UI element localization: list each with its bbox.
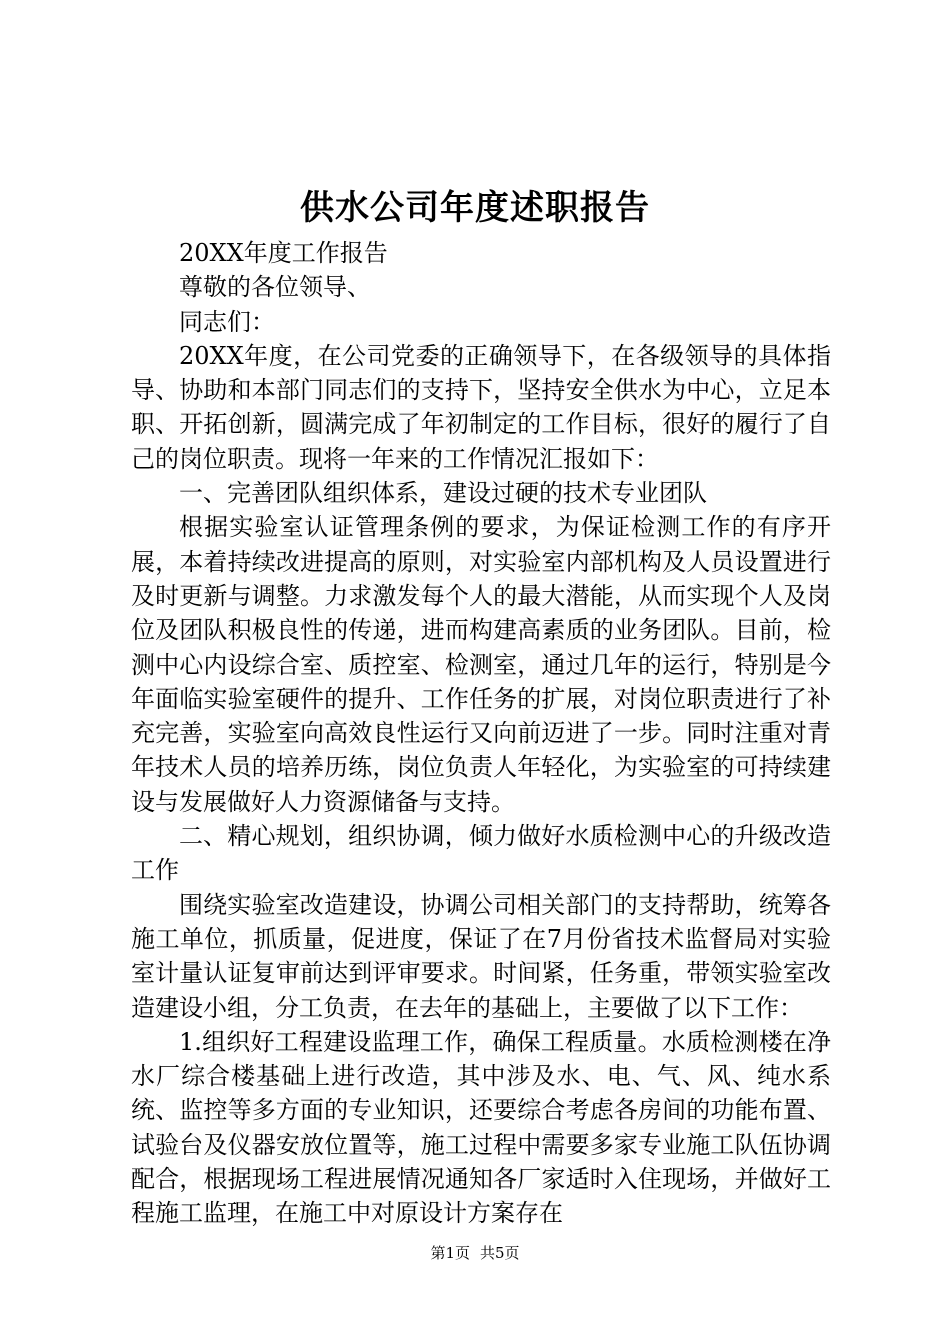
paragraph-intro: 20XX年度，在公司党委的正确领导下，在各级领导的具体指导、协助和本部门同志们的支持下，坚持安全供水为中心，立足本职、开拓创新，圆满完成了年初制定的工作目标，很好的履行了自己的岗位职责。现将一年来的工作情况汇报如下： — [131, 341, 831, 473]
paragraph-section-2: 围绕实验室改造建设，协调公司相关部门的支持帮助，统筹各施工单位，抓质量，促进度，保证了在7月份省技术监督局对实验室计量认证复审前达到评审要求。时间紧，任务重，带领实验室改造建设小组，分工负责，在去年的基础上，主要做了以下工作： — [131, 890, 831, 1022]
paragraph-salutation: 尊敬的各位领导、 — [179, 273, 371, 302]
paragraph-report-heading: 20XX年度工作报告 — [179, 239, 388, 267]
paragraph-item-1: 1.组织好工程建设监理工作，确保工程质量。水质检测楼在净水厂综合楼基础上进行改造，其中涉及水、电、气、风、纯水系统、监控等多方面的专业知识，还要综合考虑各房间的功能布置、试验台及仪器安放位置等，施工过程中需要多家专业施工队伍协调配合，根据现场工程进展情况通知各厂家适时入住现场，并做好工程施工监理，在施工中对原设计方案存在 — [131, 1027, 831, 1228]
page-total: 共5页 — [480, 1244, 520, 1262]
page-footer — [0, 1243, 950, 1263]
document-body — [131, 236, 831, 1231]
paragraph-salutation-cont: 同志们： — [179, 307, 275, 336]
document-title: 供水公司年度述职报告 — [300, 188, 650, 228]
page-number: 第1页 — [430, 1244, 470, 1262]
section-heading-1: 一、完善团队组织体系，建设过硬的技术专业团队 — [179, 479, 707, 508]
paragraph-section-1: 根据实验室认证管理条例的要求，为保证检测工作的有序开展，本着持续改进提高的原则，对实验室内部机构及人员设置进行及时更新与调整。力求激发每个人的最大潜能，从而实现个人及岗位及团队积极良性的传递，进而构建高素质的业务团队。目前，检测中心内设综合室、质控室、检测室，通过几年的运行，特别是今年面临实验室硬件的提升、工作任务的扩展，对岗位职责进行了补充完善，实验室向高效良性运行又向前迈进了一步。同时注重对青年技术人员的培养历练，岗位负责人年轻化，为实验室的可持续建设与发展做好人力资源储备与支持。 — [131, 513, 831, 816]
section-heading-2: 二、精心规划，组织协调，倾力做好水质检测中心的升级改造工作 — [131, 822, 831, 885]
